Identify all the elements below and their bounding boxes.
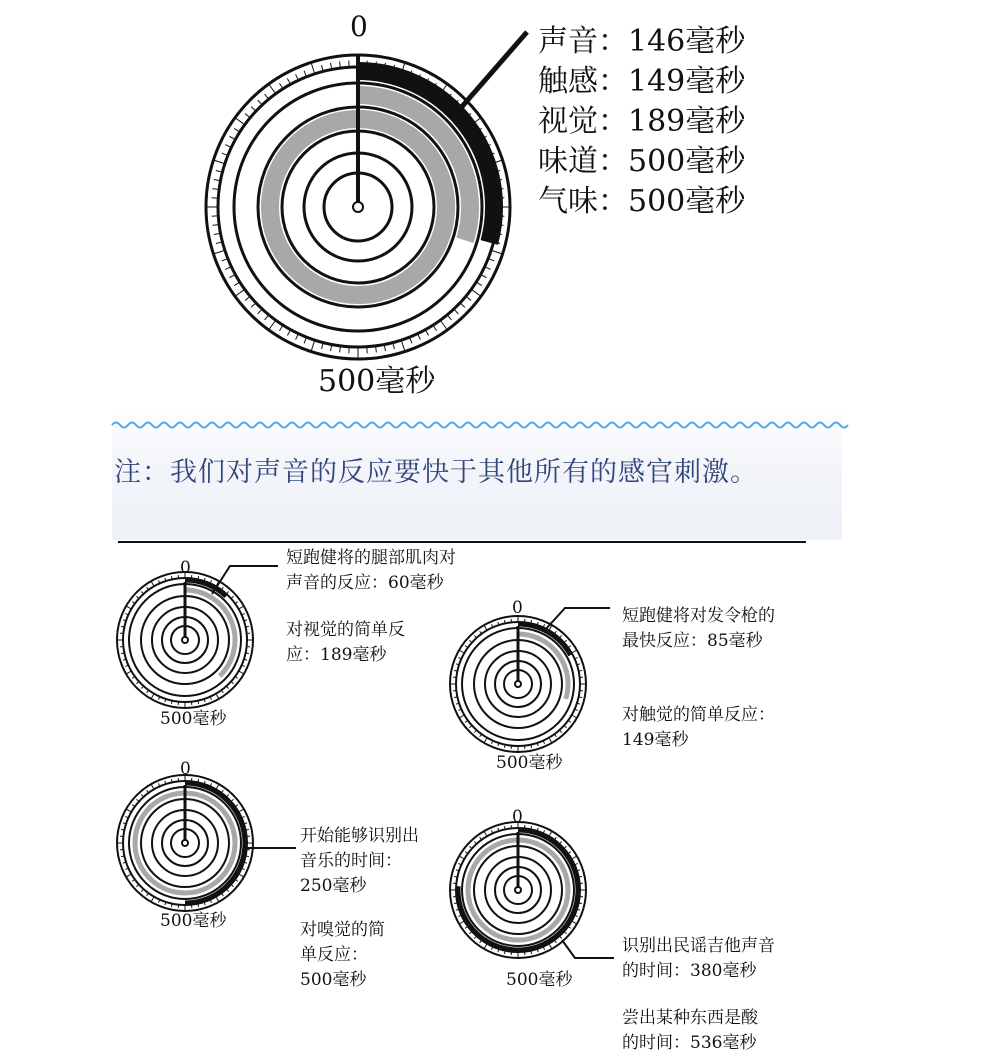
main-dial-tick — [481, 274, 487, 277]
main-dial-tick — [258, 309, 263, 314]
dial1-tick — [127, 606, 132, 609]
main-legend-touch: 触感：149毫秒 — [538, 64, 746, 99]
main-dial-tick — [251, 303, 256, 308]
dial3-tick — [136, 884, 138, 886]
dial4-tick — [460, 921, 465, 924]
dial4-tick — [484, 832, 487, 837]
dial1-tick — [151, 694, 154, 699]
main-dial-tick — [447, 315, 451, 320]
dial1-tick — [231, 681, 233, 683]
dial4-tick — [504, 826, 505, 829]
dial3-tick — [216, 897, 219, 902]
main-dial-zero-label: 0 — [350, 10, 368, 43]
dial2-tick — [460, 715, 465, 718]
dial1-tick — [121, 626, 124, 627]
dial2-hub — [515, 681, 521, 687]
main-dial-tick — [287, 330, 290, 336]
dial2-tick — [572, 650, 577, 653]
dial1-zero-label: 0 — [180, 558, 191, 578]
main-dial-tick — [230, 136, 236, 139]
dial3-tick — [171, 904, 172, 907]
main-dial-tick — [279, 83, 283, 89]
dial2-tick — [484, 626, 487, 631]
dial4-tick — [454, 876, 457, 877]
dial3-tick — [127, 809, 132, 812]
dial2-zero-label: 0 — [512, 598, 523, 618]
dial4-tick — [469, 846, 471, 848]
main-legend-taste: 味道：500毫秒 — [538, 144, 746, 179]
main-dial-tick — [311, 340, 314, 350]
dial3-tick — [216, 785, 219, 790]
dial2-tick — [504, 620, 505, 623]
main-dial-tick — [311, 64, 314, 74]
dial3-tick — [239, 809, 244, 812]
main-dial-tick — [265, 94, 269, 99]
dial1-tick — [246, 626, 249, 627]
dial3-tick — [151, 897, 154, 902]
main-dial-tick — [234, 128, 240, 132]
dial4-tick — [484, 944, 487, 949]
dial4-leader — [562, 940, 614, 958]
main-dial-tick — [269, 85, 275, 94]
main-dial-tick — [234, 282, 240, 286]
dial2-tick — [579, 670, 582, 671]
dial2-tick — [559, 730, 561, 732]
main-dial-tick — [433, 325, 437, 331]
main-legend-sound: 声音：146毫秒 — [538, 24, 746, 59]
main-dial-tick — [471, 289, 480, 295]
wavy-separator — [112, 423, 848, 428]
dial1-tick — [136, 681, 138, 683]
dial3-tick — [121, 829, 124, 830]
dial3-caption2-line1: 对嗅觉的简 — [300, 920, 385, 940]
dial1-tick — [239, 606, 244, 609]
dial4-tick — [572, 921, 577, 924]
main-dial-tick — [245, 114, 250, 118]
dial1-tick — [198, 701, 199, 704]
dial1-bottom-label: 500毫秒 — [160, 709, 227, 729]
dial2-tick — [474, 635, 476, 637]
dial2-tick — [460, 650, 465, 653]
dial2-tick — [454, 670, 457, 671]
dial4-hub — [515, 887, 521, 893]
dial1-tick — [239, 671, 244, 674]
dial3-tick — [121, 856, 124, 857]
main-dial-tick — [245, 296, 250, 300]
dial3-bottom-label: 500毫秒 — [160, 911, 227, 931]
main-dial-tick — [265, 315, 269, 320]
main-dial-tick — [454, 309, 459, 314]
dial1-tick — [121, 653, 124, 654]
dial4-caption2-line1: 尝出某种东西是酸 — [622, 1008, 758, 1028]
dial3-caption1-line1: 开始能够识别出 — [300, 826, 419, 846]
dial2-tick — [572, 715, 577, 718]
main-dial-tick — [440, 320, 446, 329]
dial3-caption1-line2: 音乐的时间： — [300, 851, 402, 871]
dial2-tick — [579, 697, 582, 698]
main-dial-tick — [476, 282, 482, 286]
note-text: 注：我们对声音的反应要快于其他所有的感官刺激。 — [114, 457, 758, 488]
dial4-tick — [549, 832, 552, 837]
dial3-tick — [239, 874, 244, 877]
main-dial-tick — [279, 325, 283, 331]
dial2-bottom-label: 500毫秒 — [496, 753, 563, 773]
main-legend-smell: 气味：500毫秒 — [538, 184, 746, 219]
dial2-caption1-line1: 短跑健将对发令枪的 — [622, 606, 775, 626]
dial1-caption1-line2: 声音的反应：60毫秒 — [286, 573, 444, 593]
dial2-tick — [469, 640, 471, 642]
dial1-hub — [182, 637, 188, 643]
dial1-caption2-line2: 应：189毫秒 — [286, 645, 387, 665]
dial1-tick — [141, 686, 143, 688]
dial1-tick — [216, 694, 219, 699]
dial3-zero-label: 0 — [180, 759, 191, 779]
dial1-tick — [151, 582, 154, 587]
dial1-tick — [226, 686, 228, 688]
dial3-hub — [182, 840, 188, 846]
dial4-zero-label: 0 — [512, 807, 523, 827]
dial4-tick — [572, 856, 577, 859]
main-dial-tick — [236, 118, 245, 124]
dial4-tick — [460, 856, 465, 859]
dial3-caption1-line3: 250毫秒 — [300, 876, 367, 896]
dial2-tick — [531, 745, 532, 748]
main-dial-tick — [425, 330, 428, 336]
dial4-caption1-line2: 的时间：380毫秒 — [622, 961, 757, 981]
dial2-tick — [469, 725, 471, 727]
dial3-tick — [171, 779, 172, 782]
dial3-tick — [136, 799, 138, 801]
main-dial-tick — [287, 79, 290, 85]
dial1-tick — [141, 591, 143, 593]
dial4-tick — [549, 944, 552, 949]
dial1-tick — [246, 653, 249, 654]
main-dial-tick — [215, 250, 225, 253]
main-dial-tick — [460, 303, 465, 308]
dial4-caption2-line2: 的时间：536毫秒 — [622, 1033, 757, 1053]
dial1-tick — [231, 596, 233, 598]
dial2-tick — [549, 738, 552, 743]
dial2-tick — [474, 730, 476, 732]
main-dial-tick — [491, 250, 501, 253]
dial3-tick — [127, 874, 132, 877]
dial3-tick — [141, 794, 143, 796]
dial4-bottom-label: 500毫秒 — [506, 970, 573, 990]
dial2-tick — [564, 725, 566, 727]
dial3-caption2-line3: 500毫秒 — [300, 970, 367, 990]
dial2-tick — [504, 745, 505, 748]
dial1-tick — [136, 596, 138, 598]
dial1-caption1-line1: 短跑健将的腿部肌肉对 — [286, 548, 456, 568]
dial4-caption1-line1: 识别出民谣吉他声音 — [622, 936, 775, 956]
main-dial-tick — [251, 107, 256, 112]
dial2-tick — [454, 697, 457, 698]
dial3-tick — [141, 889, 143, 891]
main-dial-tick — [230, 274, 236, 277]
main-dial-tick — [258, 100, 263, 105]
dial1-tick — [127, 671, 132, 674]
main-dial-bottom-label: 500毫秒 — [318, 364, 436, 399]
main-legend-vision: 视觉：189毫秒 — [538, 104, 746, 139]
dial2-caption2-line1: 对触觉的简单反应： — [622, 705, 775, 725]
main-dial-hub — [353, 202, 363, 212]
dial1-caption2-line1: 对视觉的简单反 — [286, 620, 405, 640]
dial2-caption1-line2: 最快反应：85毫秒 — [622, 631, 763, 651]
main-dial-tick — [401, 340, 404, 350]
dial3-tick — [151, 785, 154, 790]
dial1-tick — [171, 701, 172, 704]
main-dial-leader — [452, 32, 527, 118]
dial4-tick — [474, 841, 476, 843]
dial2-tick — [484, 738, 487, 743]
main-dial-tick — [236, 289, 245, 295]
main-dial-tick — [466, 296, 471, 300]
dial3-caption2-line2: 单反应： — [300, 945, 368, 965]
dial1-tick — [171, 576, 172, 579]
main-dial-tick — [269, 320, 275, 329]
dial2-caption2-line2: 149毫秒 — [622, 730, 689, 750]
main-dial-tick — [215, 160, 225, 163]
